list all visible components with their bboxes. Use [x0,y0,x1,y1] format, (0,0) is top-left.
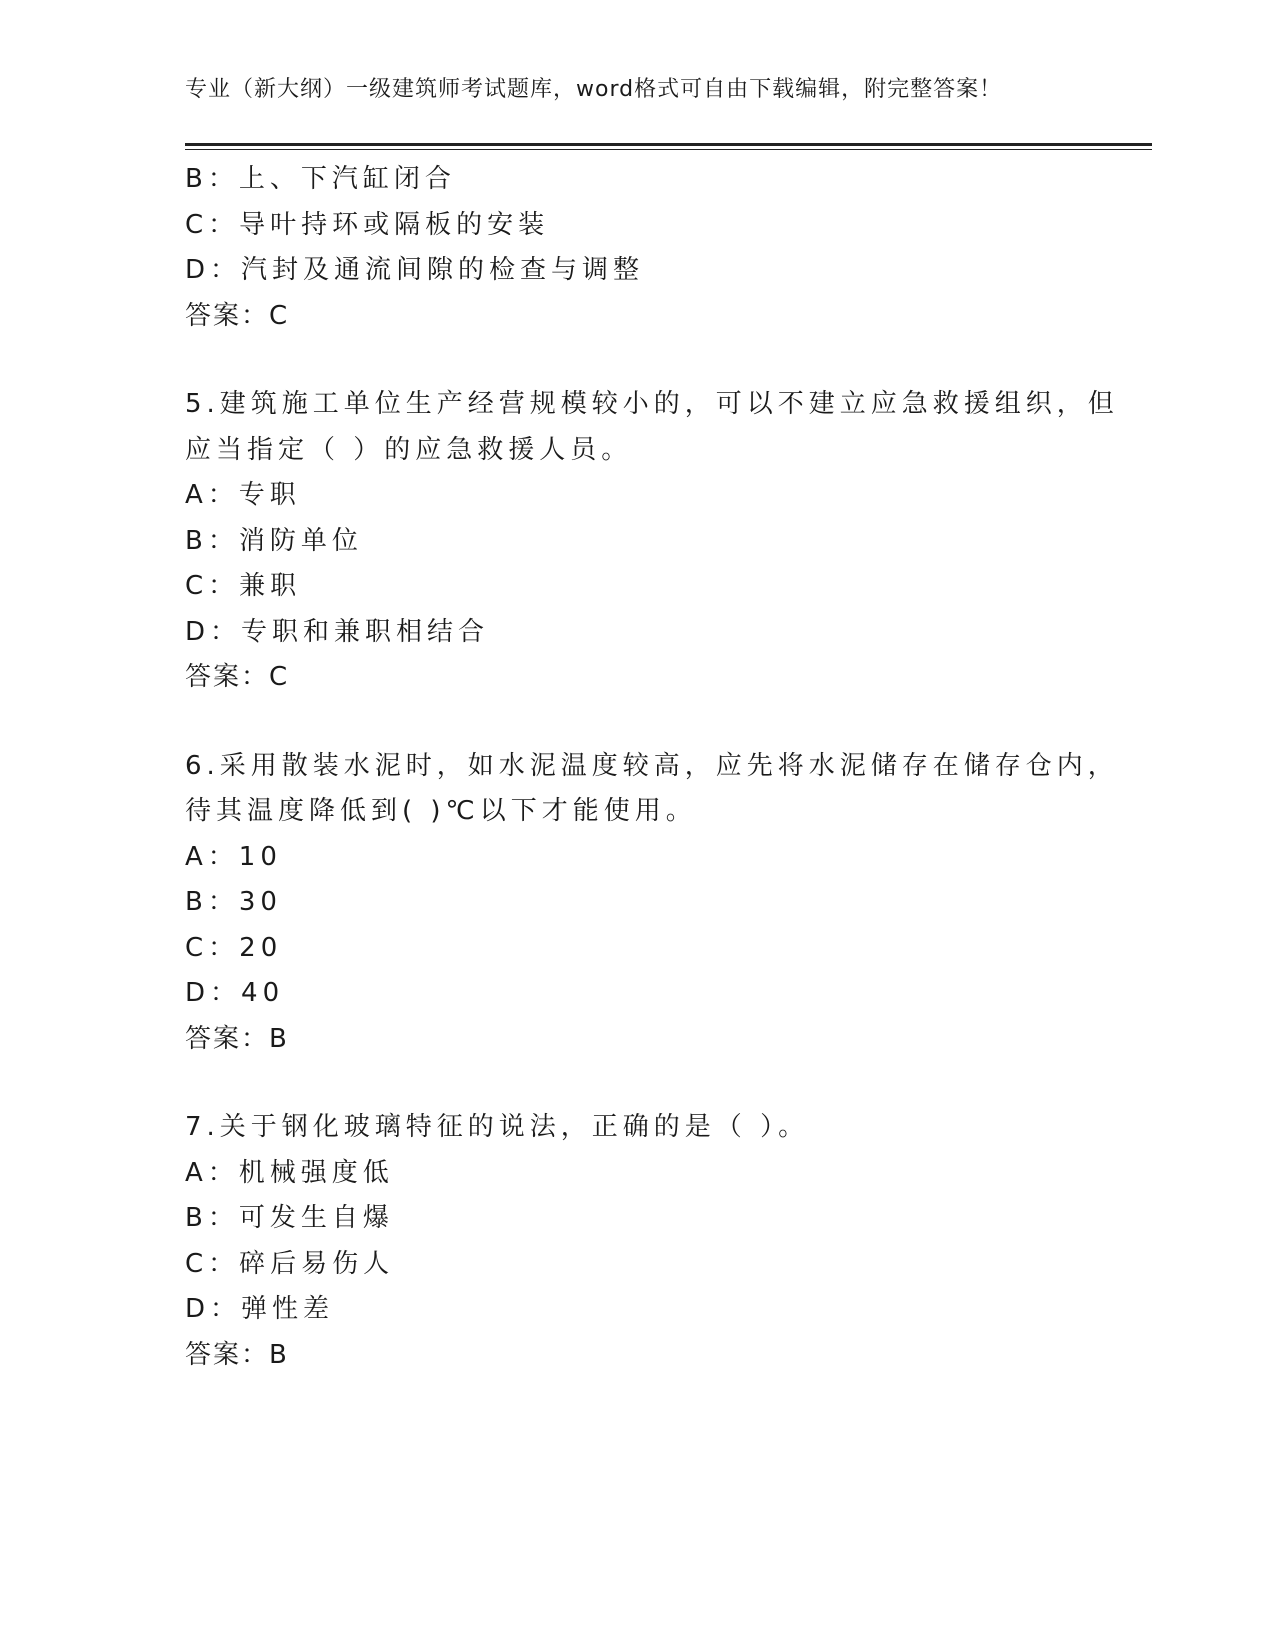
answer: 答案：C [185,300,290,331]
option-d: D：弹性差 [185,1294,335,1324]
option-d: D：汽封及通流间隙的检查与调整 [185,255,645,285]
question-block [185,744,1119,1063]
option-c: C：导叶持环或隔板的安装 [185,209,550,240]
header-rule-thick [185,143,1152,146]
spacer [185,1062,1085,1105]
page-header: 专业（新大纲）一级建筑师考试题库，word格式可自由下载编辑，附完整答案！ [185,77,1003,102]
question-block [185,1105,1085,1378]
option-b: B：可发生自爆 [185,1203,394,1233]
question-content [185,157,1119,1378]
option-d: D：40 [185,978,285,1008]
option-b: B：上、下汽缸闭合 [185,164,456,194]
question-text: 6.采用散装水泥时，如水泥温度较高，应先将水泥储存在储存仓内， [185,750,1119,781]
option-a: A：机械强度低 [185,1157,394,1188]
question-block [185,157,1085,339]
option-c: C：碎后易伤人 [185,1248,395,1279]
header-rule-thin [185,149,1152,150]
spacer [185,701,1085,744]
option-b: B：消防单位 [185,525,363,556]
option-c: C：20 [185,932,283,963]
option-a: A：专职 [185,480,301,510]
question-text: 7.关于钢化玻璃特征的说法，正确的是（ ）。 [185,1112,810,1142]
option-a: A：10 [185,841,282,872]
question-text: 5.建筑施工单位生产经营规模较小的，可以不建立应急救援组织，但 [185,389,1119,419]
option-b: B：30 [185,887,282,917]
option-d: D：专职和兼职相结合 [185,616,490,647]
question-text: 待其温度降低到( )℃以下才能使用。 [185,796,697,826]
question-block [185,382,1119,701]
answer: 答案：B [185,1339,289,1370]
answer: 答案：B [185,1023,289,1054]
option-c: C：兼职 [185,571,302,601]
spacer [185,339,1085,382]
answer: 答案：C [185,662,290,692]
question-text: 应当指定（ ）的应急救援人员。 [185,434,633,465]
